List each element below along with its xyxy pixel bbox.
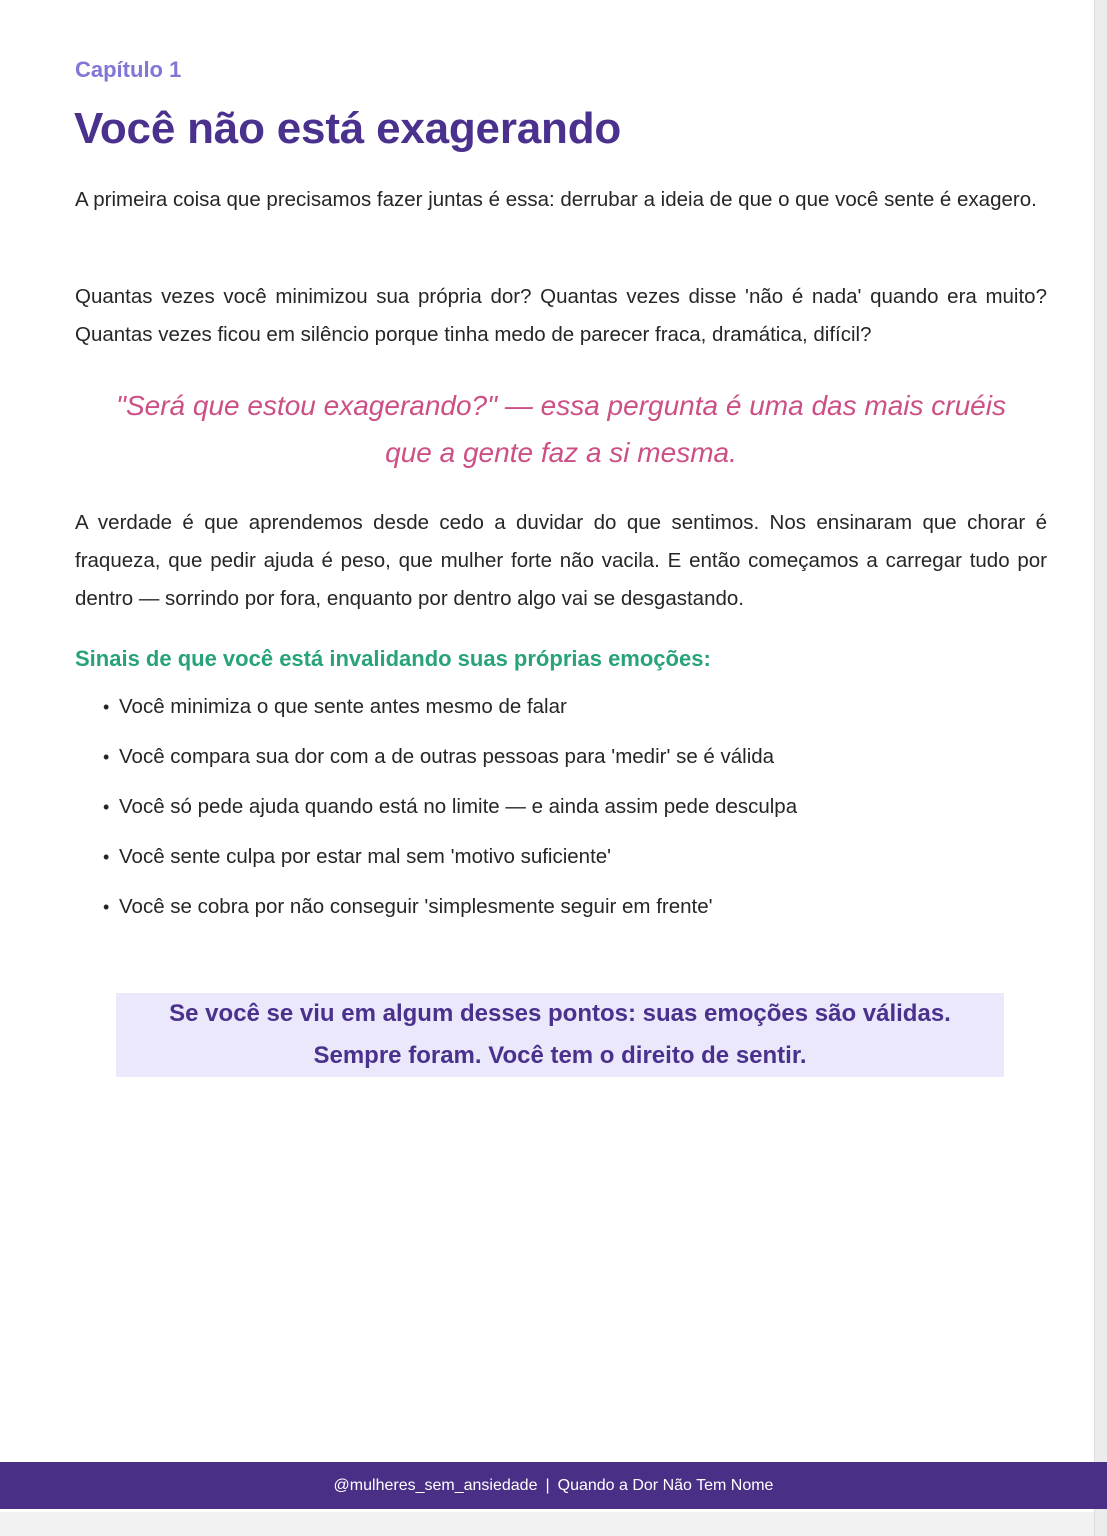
- bullet-icon: •: [103, 797, 110, 817]
- callout-line-1: Se você se viu em algum desses pontos: suas emoções são válidas.: [169, 1000, 951, 1027]
- list-item-text: Você compara sua dor com a de outras pessoas para 'medir' se é válida: [119, 745, 775, 768]
- list-item: [103, 688, 797, 738]
- bullet-icon: •: [103, 897, 110, 917]
- pull-quote-line-2: que a gente faz a si mesma.: [385, 437, 737, 468]
- page-footer: [0, 1462, 1107, 1509]
- list-item: [103, 738, 797, 788]
- body-paragraph-1: A primeira coisa que precisamos fazer juntas é essa: derrubar a ideia de que o que você sente é exagero.: [75, 188, 1037, 211]
- footer-separator: |: [545, 1477, 550, 1494]
- list-item: [103, 788, 797, 838]
- bullet-icon: •: [103, 697, 110, 717]
- footer-book-title: Quando a Dor Não Tem Nome: [557, 1477, 774, 1494]
- callout-line-2: Sempre foram. Você tem o direito de sentir.: [313, 1042, 807, 1069]
- list-item: [103, 838, 797, 888]
- list-item-text: Você sente culpa por estar mal sem 'motivo suficiente': [119, 845, 612, 868]
- bullet-icon: •: [103, 847, 110, 867]
- list-item: [103, 888, 797, 938]
- body-paragraph-2: Quantas vezes você minimizou sua própria dor? Quantas vezes disse 'não é nada' quando era muito? Quantas vezes ficou em silêncio porque tinha medo de parecer fraca, dramática, difícil?: [75, 285, 1047, 346]
- chapter-label: Capítulo 1: [75, 57, 182, 82]
- body-paragraph-3: A verdade é que aprendemos desde cedo a duvidar do que sentimos. Nos ensinaram que chorar é fraqueza, que pedir ajuda é peso, que mulher forte não vacila. E então começamos a carregar tudo por dentro — sorrindo por fora, enquanto por dentro algo vai se desgastando.: [75, 511, 1047, 610]
- list-item-text: Você se cobra por não conseguir 'simplesmente seguir em frente': [119, 895, 713, 918]
- bullet-icon: •: [103, 747, 110, 767]
- callout-box: [116, 993, 1004, 1077]
- chapter-title: Você não está exagerando: [74, 104, 622, 153]
- signs-heading: Sinais de que você está invalidando suas próprias emoções:: [75, 646, 711, 671]
- pull-quote: [75, 382, 1047, 476]
- list-item-text: Você só pede ajuda quando está no limite — e ainda assim pede desculpa: [119, 795, 798, 818]
- list-item-text: Você minimiza o que sente antes mesmo de falar: [119, 695, 567, 718]
- pull-quote-line-1: "Será que estou exagerando?" — essa pergunta é uma das mais cruéis: [116, 390, 1006, 421]
- signs-list: [103, 688, 797, 938]
- footer-handle: @mulheres_sem_ansiedade: [333, 1477, 538, 1494]
- page-edge-shadow: [1094, 0, 1107, 1536]
